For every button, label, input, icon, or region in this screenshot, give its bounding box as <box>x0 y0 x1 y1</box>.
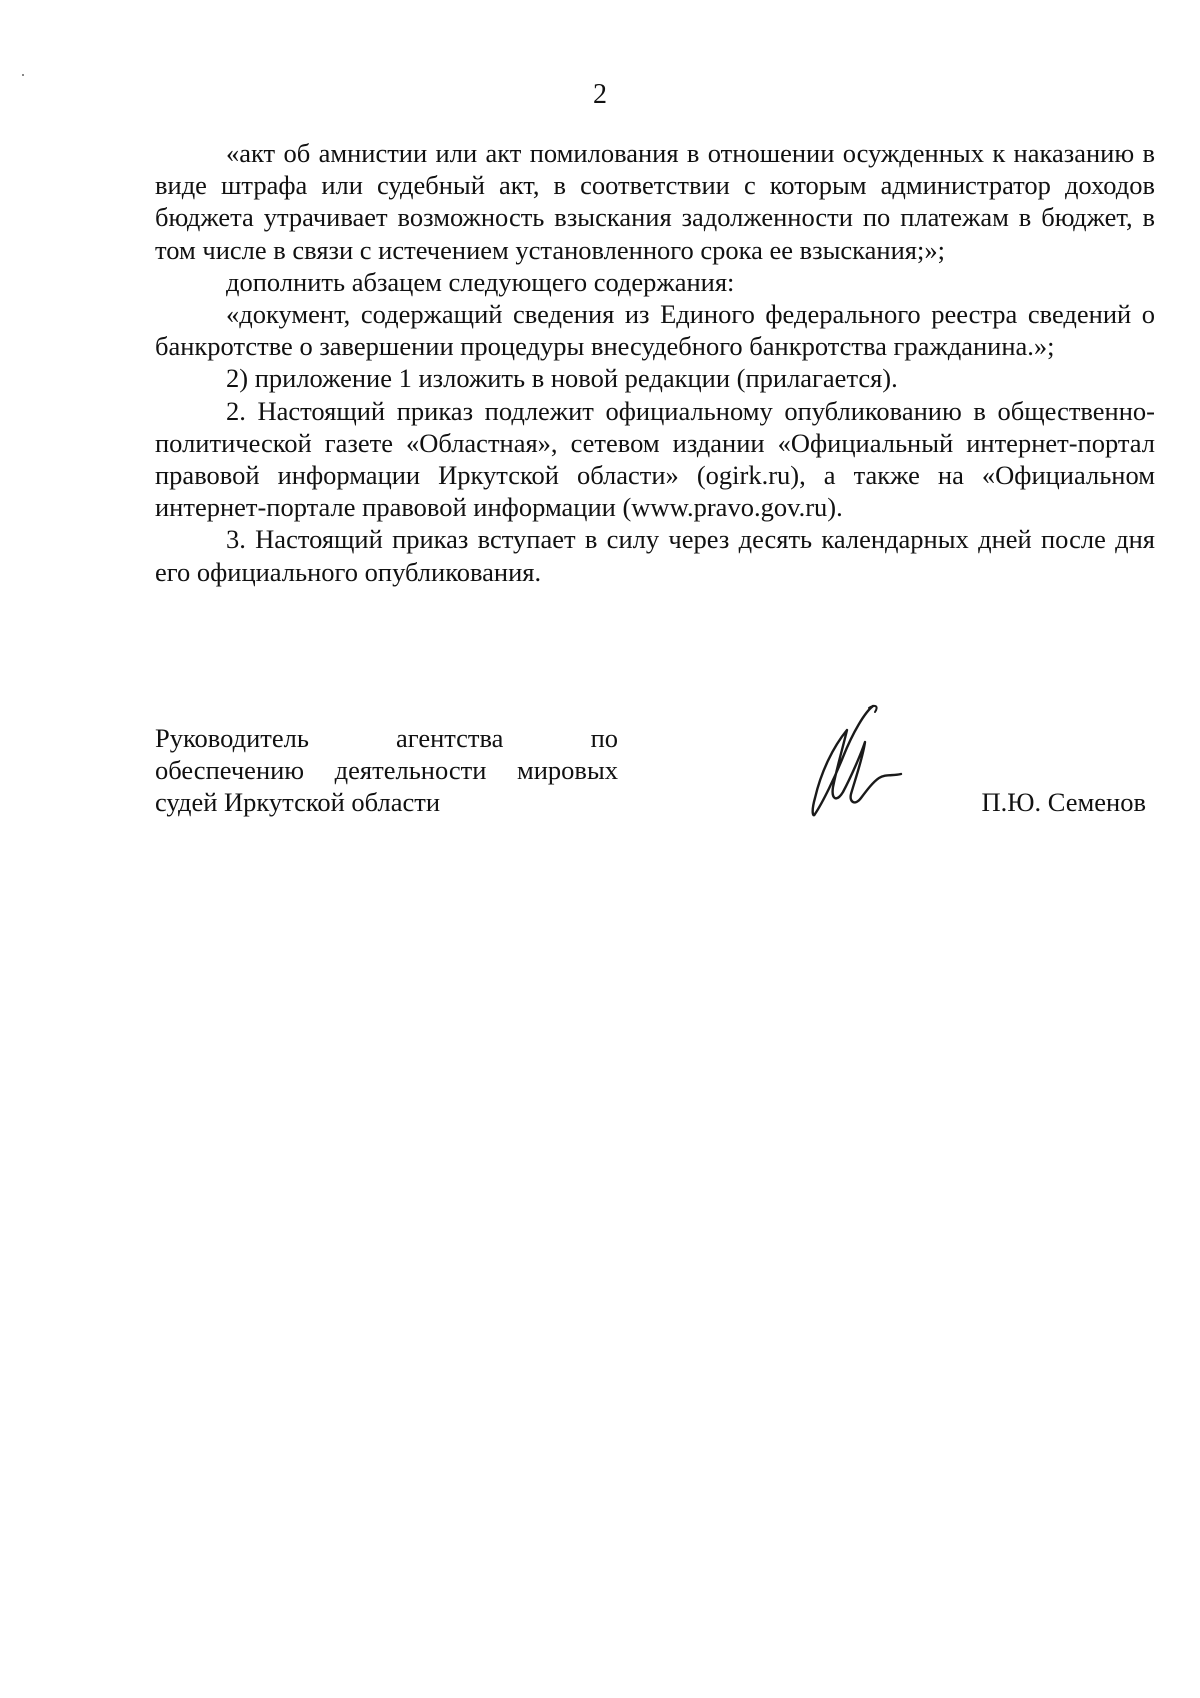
page-number: 2 <box>593 79 607 110</box>
signer-position-line: судей Иркутской области <box>155 787 441 818</box>
paragraph-appendix: 2) приложение 1 изложить в новой редакции (прилагается). <box>226 363 898 394</box>
signer-position-line: обеспечению деятельности мировых <box>155 755 618 786</box>
paragraph-entry-into-force: 3. Настоящий приказ вступает в силу через десять календарных дней после дня его официального опубликования. <box>155 524 1155 587</box>
handwritten-signature-icon <box>803 702 913 822</box>
paragraph-amnesty-act: «акт об амнистии или акт помилования в отношении осужденных к наказанию в виде штрафа или судебный акт, в соответствии с которым администратор доходов бюджета утрачивает возможность взыскания задолженности по платежам в бюджет, в том числе в связи с истечением установленного срока ее взыскания;»; <box>155 138 1155 265</box>
document-body <box>155 137 1155 588</box>
paragraph-add-clause: дополнить абзацем следующего содержания: <box>226 266 735 297</box>
scan-artifact <box>22 74 24 76</box>
paragraph-publication: 2. Настоящий приказ подлежит официальному опубликованию в общественно-политической газете «Областная», сетевом издании «Официальный интернет-портал правовой информации Иркутской области» (ogirk.ru), а также на «Официальном интернет-портале правовой информации (www.pravo.gov.ru). <box>155 395 1155 523</box>
signer-position-line: Руководитель агентства по <box>155 723 618 753</box>
paragraph-bankruptcy-document: «документ, содержащий сведения из Единого федерального реестра сведений о банкротстве о завершении процедуры внесудебного банкротства гражданина.»; <box>155 299 1155 362</box>
signer-position <box>155 722 618 819</box>
signer-name: П.Ю. Семенов <box>981 787 1146 817</box>
signature-block <box>155 722 1155 842</box>
